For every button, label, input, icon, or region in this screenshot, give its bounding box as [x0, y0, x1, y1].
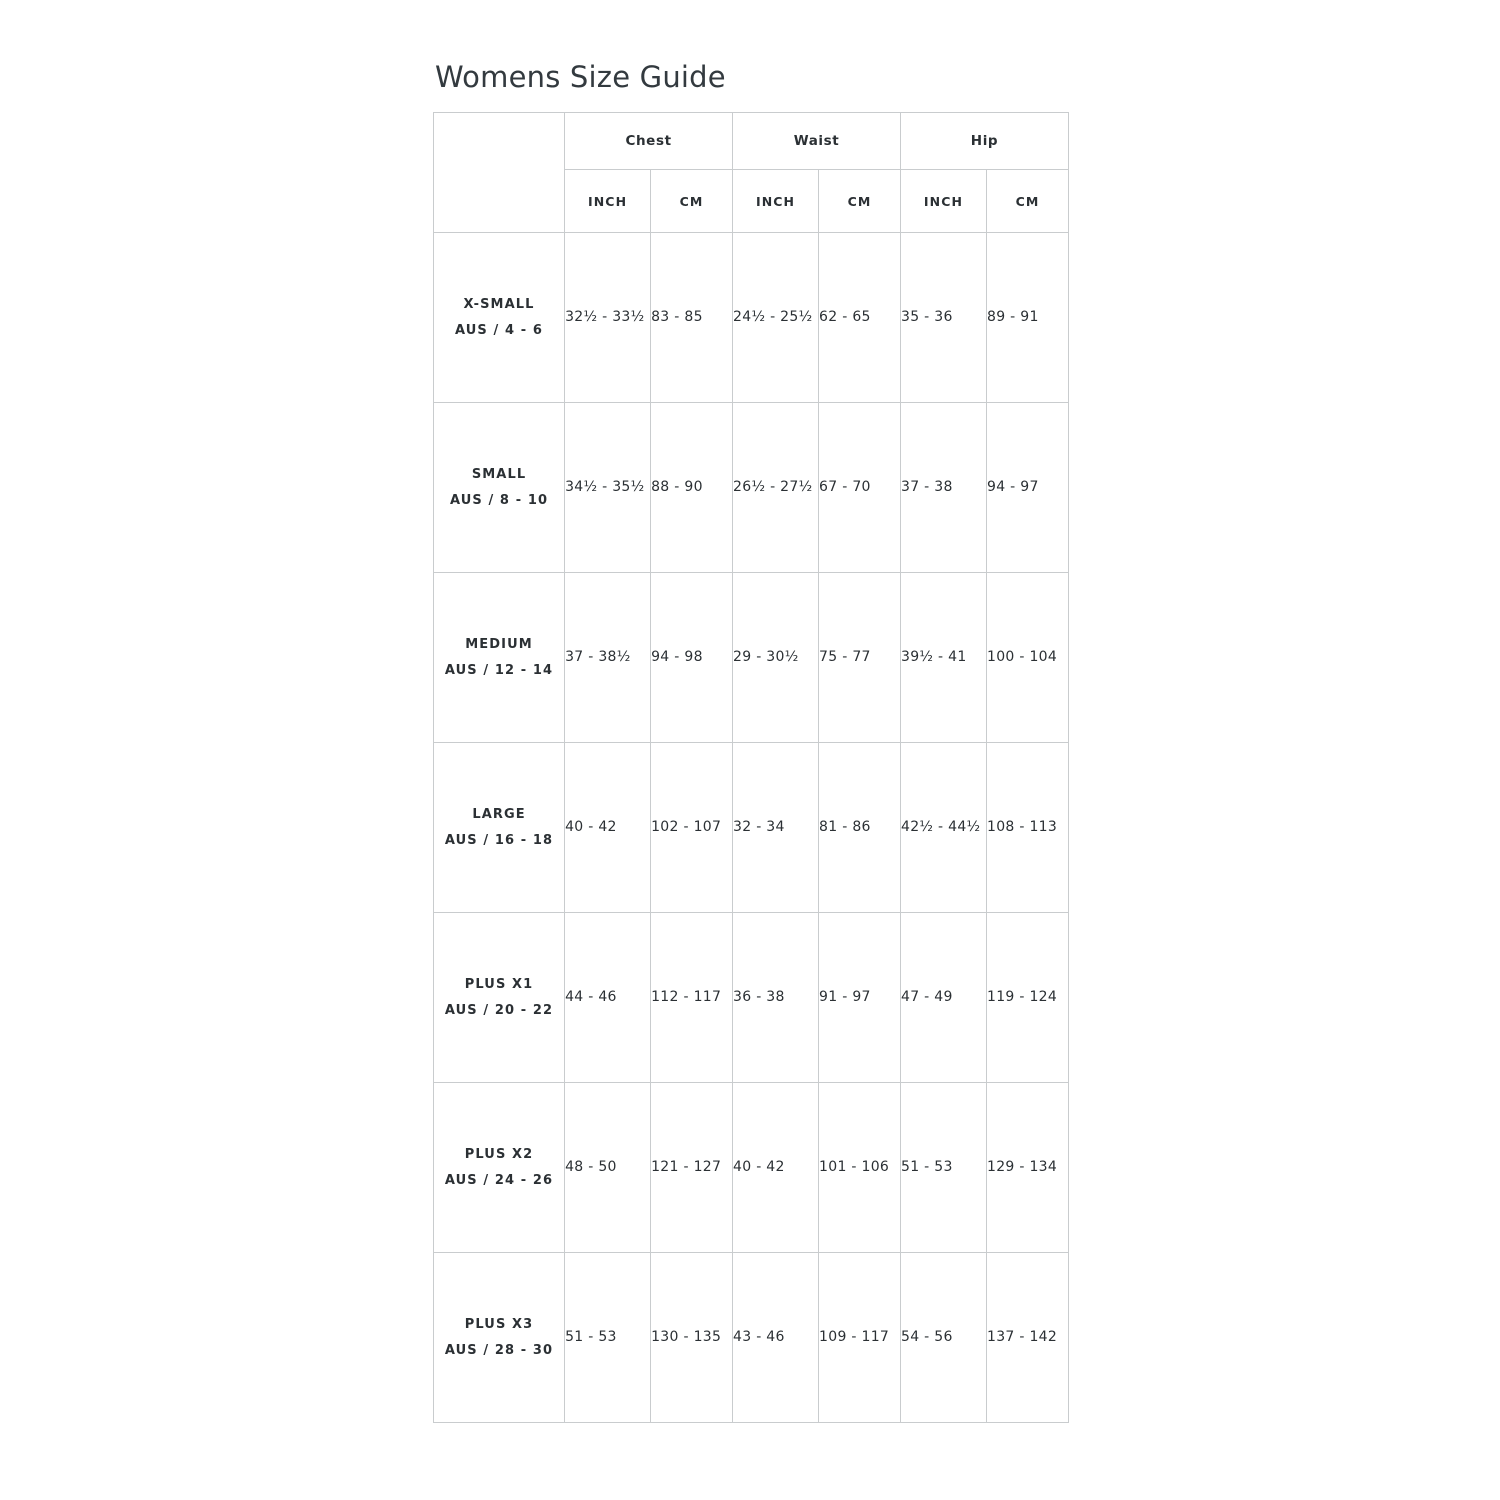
cell-hip-cm: 89 - 91 — [987, 233, 1069, 403]
cell-waist-cm: 91 - 97 — [819, 913, 901, 1083]
size-aus: AUS / 24 - 26 — [444, 1172, 554, 1188]
row-size-label — [434, 1083, 565, 1253]
size-aus: AUS / 20 - 22 — [444, 1002, 554, 1018]
table-group-header-row — [434, 113, 1069, 170]
cell-waist-cm: 62 - 65 — [819, 233, 901, 403]
cell-hip-inch: 47 - 49 — [900, 913, 986, 1083]
table-row — [434, 913, 1069, 1083]
cell-chest-inch: 34½ - 35½ — [565, 403, 651, 573]
cell-chest-inch: 51 - 53 — [565, 1253, 651, 1423]
table-row — [434, 1253, 1069, 1423]
cell-hip-inch: 35 - 36 — [900, 233, 986, 403]
row-size-label — [434, 403, 565, 573]
cell-waist-inch: 29 - 30½ — [733, 573, 819, 743]
cell-waist-cm: 109 - 117 — [819, 1253, 901, 1423]
cell-hip-cm: 137 - 142 — [987, 1253, 1069, 1423]
row-size-label — [434, 1253, 565, 1423]
size-guide-page — [433, 60, 1069, 1423]
size-name: LARGE — [472, 806, 526, 822]
cell-chest-inch: 40 - 42 — [565, 743, 651, 913]
cell-hip-inch: 39½ - 41 — [900, 573, 986, 743]
cell-chest-cm: 94 - 98 — [651, 573, 733, 743]
row-size-label — [434, 913, 565, 1083]
table-header — [434, 113, 1069, 233]
row-size-label — [434, 743, 565, 913]
header-corner-blank — [434, 113, 565, 233]
header-group-hip: Hip — [900, 113, 1068, 170]
size-aus: AUS / 28 - 30 — [444, 1342, 554, 1358]
cell-chest-cm: 121 - 127 — [651, 1083, 733, 1253]
cell-waist-cm: 81 - 86 — [819, 743, 901, 913]
cell-chest-inch: 48 - 50 — [565, 1083, 651, 1253]
cell-chest-cm: 112 - 117 — [651, 913, 733, 1083]
header-unit-waist-cm: CM — [819, 170, 901, 233]
row-size-label — [434, 233, 565, 403]
cell-chest-inch: 32½ - 33½ — [565, 233, 651, 403]
header-unit-chest-inch: INCH — [565, 170, 651, 233]
cell-waist-inch: 32 - 34 — [733, 743, 819, 913]
size-name: MEDIUM — [465, 636, 533, 652]
cell-chest-cm: 130 - 135 — [651, 1253, 733, 1423]
table-row — [434, 573, 1069, 743]
cell-hip-inch: 42½ - 44½ — [900, 743, 986, 913]
header-group-waist: Waist — [733, 113, 901, 170]
table-row — [434, 403, 1069, 573]
cell-hip-cm: 100 - 104 — [987, 573, 1069, 743]
size-aus: AUS / 16 - 18 — [444, 832, 554, 848]
cell-hip-inch: 54 - 56 — [900, 1253, 986, 1423]
header-unit-waist-inch: INCH — [733, 170, 819, 233]
header-group-chest: Chest — [565, 113, 733, 170]
cell-waist-inch: 26½ - 27½ — [733, 403, 819, 573]
cell-chest-inch: 44 - 46 — [565, 913, 651, 1083]
cell-chest-cm: 88 - 90 — [651, 403, 733, 573]
table-row — [434, 1083, 1069, 1253]
cell-chest-cm: 102 - 107 — [651, 743, 733, 913]
cell-hip-cm: 129 - 134 — [987, 1083, 1069, 1253]
size-name: SMALL — [471, 466, 527, 482]
cell-waist-cm: 67 - 70 — [819, 403, 901, 573]
size-aus: AUS / 8 - 10 — [449, 492, 549, 508]
cell-waist-inch: 40 - 42 — [733, 1083, 819, 1253]
page-title: Womens Size Guide — [435, 60, 726, 94]
cell-hip-cm: 108 - 113 — [987, 743, 1069, 913]
header-unit-hip-cm: CM — [987, 170, 1069, 233]
cell-hip-cm: 94 - 97 — [987, 403, 1069, 573]
size-name: PLUS X1 — [464, 976, 534, 992]
table-body — [434, 233, 1069, 1423]
cell-chest-inch: 37 - 38½ — [565, 573, 651, 743]
cell-chest-cm: 83 - 85 — [651, 233, 733, 403]
cell-hip-inch: 37 - 38 — [900, 403, 986, 573]
cell-hip-inch: 51 - 53 — [900, 1083, 986, 1253]
size-aus: AUS / 4 - 6 — [455, 322, 544, 338]
cell-hip-cm: 119 - 124 — [987, 913, 1069, 1083]
header-unit-chest-cm: CM — [651, 170, 733, 233]
size-aus: AUS / 12 - 14 — [444, 662, 554, 678]
size-name: X-SMALL — [463, 296, 535, 312]
row-size-label — [434, 573, 565, 743]
cell-waist-inch: 24½ - 25½ — [733, 233, 819, 403]
table-row — [434, 233, 1069, 403]
table-row — [434, 743, 1069, 913]
size-name: PLUS X2 — [464, 1146, 534, 1162]
cell-waist-inch: 36 - 38 — [733, 913, 819, 1083]
cell-waist-cm: 75 - 77 — [819, 573, 901, 743]
size-guide-table — [433, 112, 1069, 1423]
cell-waist-inch: 43 - 46 — [733, 1253, 819, 1423]
size-name: PLUS X3 — [464, 1316, 534, 1332]
header-unit-hip-inch: INCH — [900, 170, 986, 233]
cell-waist-cm: 101 - 106 — [819, 1083, 901, 1253]
